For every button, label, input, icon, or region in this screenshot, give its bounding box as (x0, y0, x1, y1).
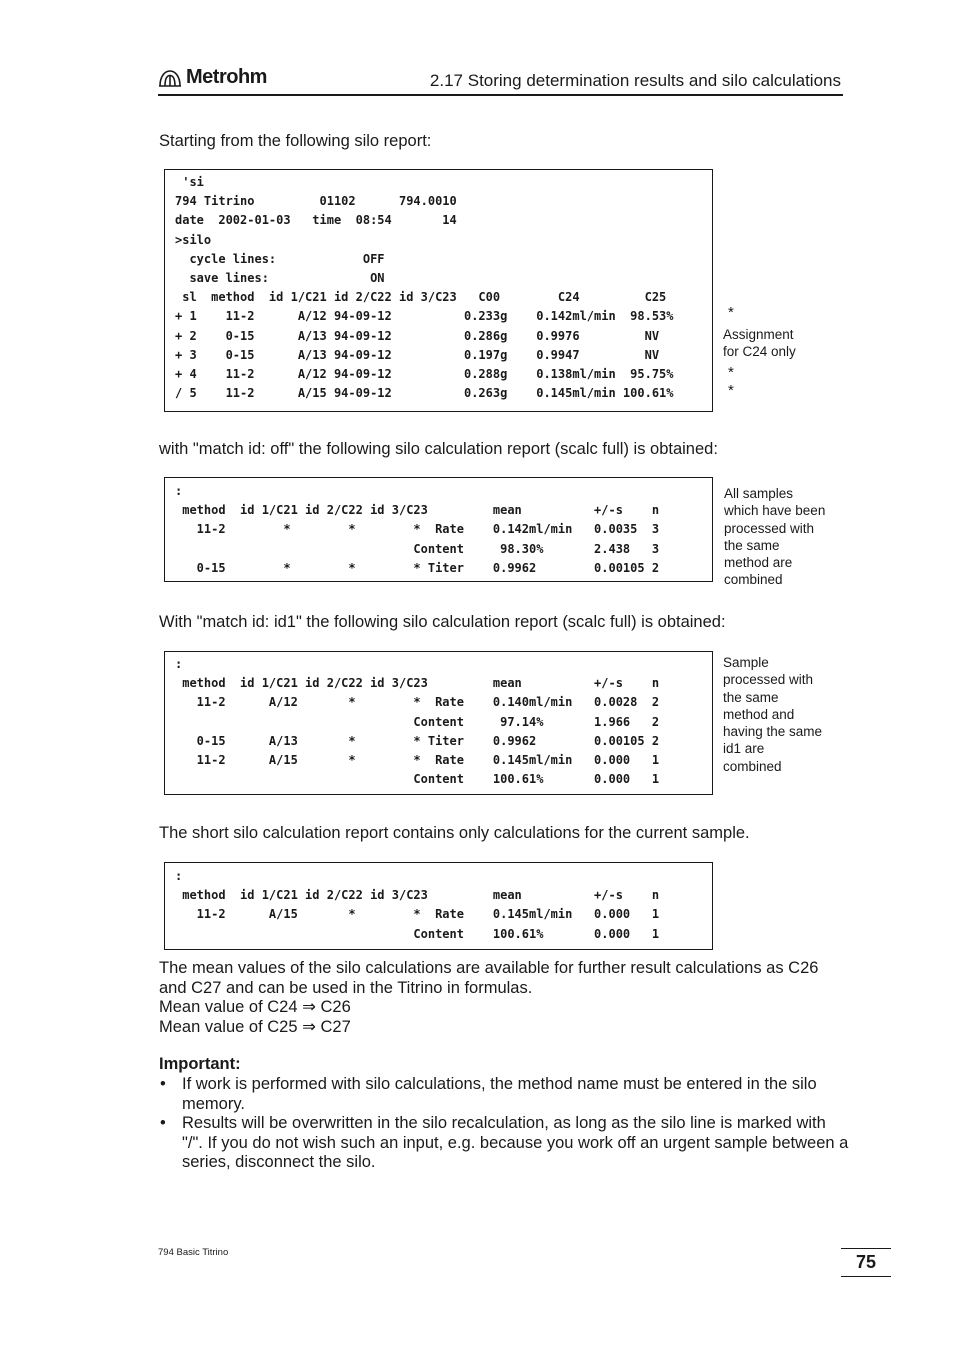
match-off-report-box (164, 477, 713, 582)
header-divider (158, 94, 843, 96)
metrohm-logo-icon (158, 69, 182, 87)
brand-logo (158, 66, 267, 89)
bullet-text: If work is performed with silo calculations, the method name must be entered in the silo memory. (182, 1075, 817, 1113)
match-id1-paragraph: With "match id: id1" the following silo calculation report (scalc full) is obtained: (159, 613, 726, 631)
important-list (159, 1075, 849, 1173)
intro-paragraph: Starting from the following silo report: (159, 132, 432, 150)
match-id1-note: Sample processed with the same method and having the same id1 are combined (723, 655, 823, 774)
mean-values-paragraph: The mean values of the silo calculations are available for further result calculations as C26 and C27 and can be used in the Titrino in formulas. Mean value of C24 ⇒ C26 Mean value of C25 ⇒ C27 (159, 959, 819, 1036)
assignment-star: * (728, 382, 734, 399)
assignment-star: * (728, 364, 734, 381)
silo-report-box (164, 169, 713, 412)
bullet-icon: • (160, 1075, 166, 1093)
match-off-note: All samples which have been processed with the same method are combined (724, 486, 826, 588)
short-report-box (164, 862, 713, 950)
silo-report-text: 'si 794 Titrino 01102 794.0010 date 2002-01-03 time 08:54 14 >silo cycle lines: OFF save lines: ON sl method id 1/C21 id 2/C22 id 3/C23 C00 C24 C25 + 1 11-2 A/12 94-09-12 0.233g 0.142ml/min 98.53% + 2 0-15 A/13 94-09-12 0.286g 0.9976 NV + 3 0-15 A/13 94-09-12 0.197g 0.9947 NV + 4 11-2 A/12 94-09-12 0.288g 0.138ml/min 95.75% / 5 11-2 A/15 94-09-12 0.263g 0.145ml/min 100.61% (175, 175, 674, 401)
page-number: 75 (841, 1248, 891, 1277)
footer-product: 794 Basic Titrino (158, 1247, 229, 1258)
match-id1-report-text: : method id 1/C21 id 2/C22 id 3/C23 mean +/-s n 11-2 A/12 * * Rate 0.140ml/min 0.0028 2 Content 97.14% 1.966 2 0-15 A/13 * * Titer 0.9962 0.00105 2 11-2 A/15 * * Rate 0.145ml/min 0.000 1 Content 100.61% 0.000 1 (175, 657, 660, 787)
assignment-note: Assignment for C24 only (723, 327, 796, 360)
match-id1-report-box (164, 651, 713, 795)
important-heading: Important: (159, 1055, 241, 1073)
section-title: 2.17 Storing determination results and silo calculations (429, 71, 841, 90)
bullet-text: Results will be overwritten in the silo recalculation, as long as the silo line is marked with "/". If you do not wish such an input, e.g. because you work off an urgent sample between a series, disconnect the silo. (182, 1114, 849, 1171)
match-off-report-text: : method id 1/C21 id 2/C22 id 3/C23 mean +/-s n 11-2 * * * Rate 0.142ml/min 0.0035 3 Content 98.30% 2.438 3 0-15 * * * Titer 0.9962 0.00105 2 (175, 484, 660, 575)
match-off-paragraph: with "match id: off" the following silo calculation report (scalc full) is obtained: (159, 440, 718, 458)
list-item (159, 1075, 849, 1114)
short-report-text: : method id 1/C21 id 2/C22 id 3/C23 mean +/-s n 11-2 A/15 * * Rate 0.145ml/min 0.000 1 Content 100.61% 0.000 1 (175, 869, 660, 941)
assignment-star: * (728, 304, 734, 321)
brand-name: Metrohm (186, 66, 267, 88)
short-report-paragraph: The short silo calculation report contains only calculations for the current sample. (159, 824, 750, 842)
bullet-icon: • (160, 1114, 166, 1132)
list-item (159, 1114, 849, 1173)
